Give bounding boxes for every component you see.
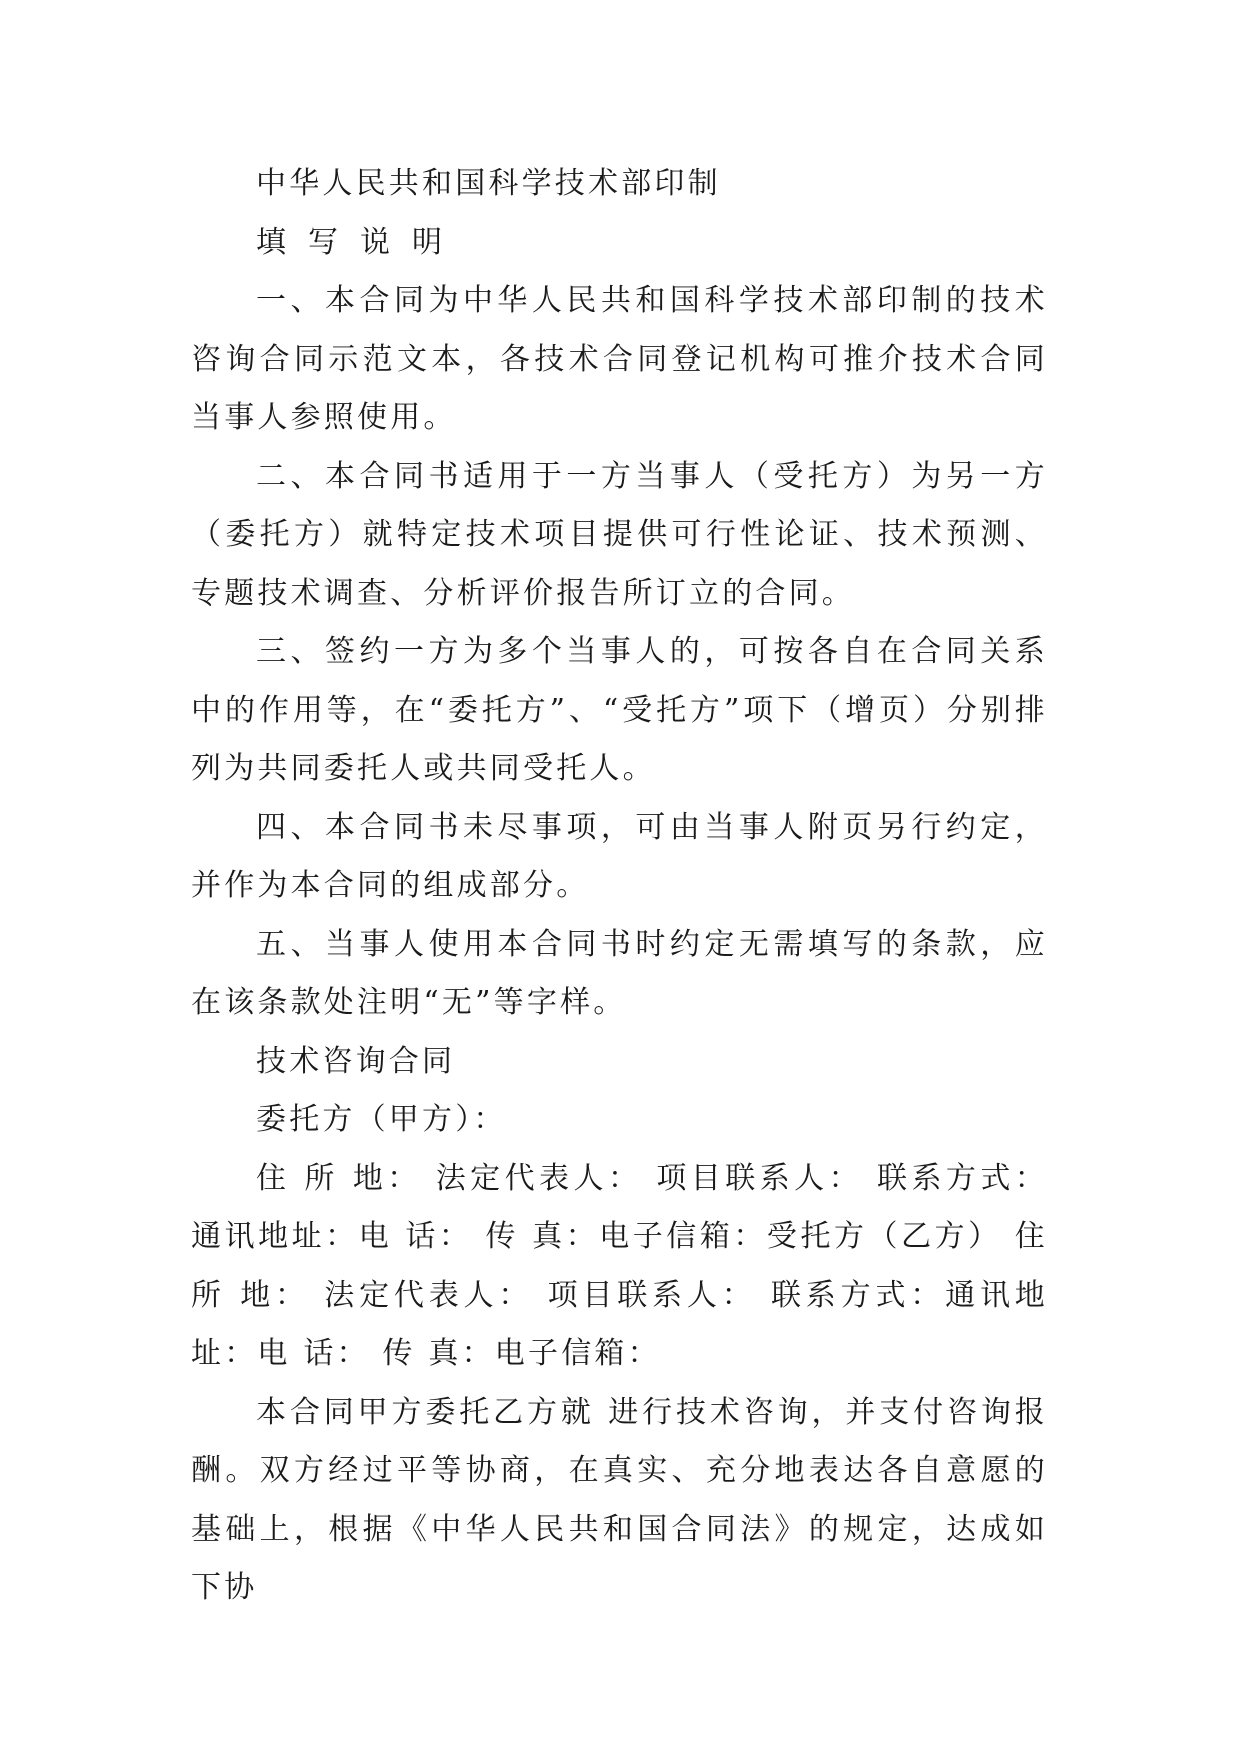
instructions-heading: 填写说明 xyxy=(256,224,464,260)
printer-line: 中华人民共和国科学技术部印制 xyxy=(256,166,721,201)
instruction-paragraph-3: 三、签约一方为多个当事人的，可按各自在合同关系中的作用等，在“委托方”、“受托方”项下（增页）分别排列为共同委托人或共同受托人。 xyxy=(191,634,1048,786)
instruction-paragraph-4: 四、本合同书未尽事项，可由当事人附页另行约定，并作为本合同的组成部分。 xyxy=(191,809,1048,903)
client-party-label: 委托方（甲方）： xyxy=(256,1102,507,1137)
contract-preamble: 本合同甲方委托乙方就 进行技术咨询，并支付咨询报酬。双方经过平等协商，在真实、充分地表达各自意愿的基础上，根据《中华人民共和国合同法》的规定，达成如下协 xyxy=(191,1394,1048,1605)
instruction-paragraph-5: 五、当事人使用本合同书时约定无需填写的条款，应在该条款处注明“无”等字样。 xyxy=(191,926,1048,1020)
party-details-block: 住 所 地： 法定代表人： 项目联系人： 联系方式：通讯地址：电 话： 传 真：电子信箱：受托方（乙方） 住 所 地： 法定代表人： 项目联系人： 联系方式：通讯地址：电 话： 传 真：电子信箱： xyxy=(191,1160,1048,1371)
contract-title: 技术咨询合同 xyxy=(256,1043,456,1079)
instruction-paragraph-2: 二、本合同书适用于一方当事人（受托方）为另一方（委托方）就特定技术项目提供可行性论证、技术预测、专题技术调查、分析评价报告所订立的合同。 xyxy=(191,458,1048,611)
instruction-paragraph-1: 一、本合同为中华人民共和国科学技术部印制的技术咨询合同示范文本，各技术合同登记机构可推介技术合同当事人参照使用。 xyxy=(191,283,1048,435)
document-body xyxy=(191,155,1048,1618)
